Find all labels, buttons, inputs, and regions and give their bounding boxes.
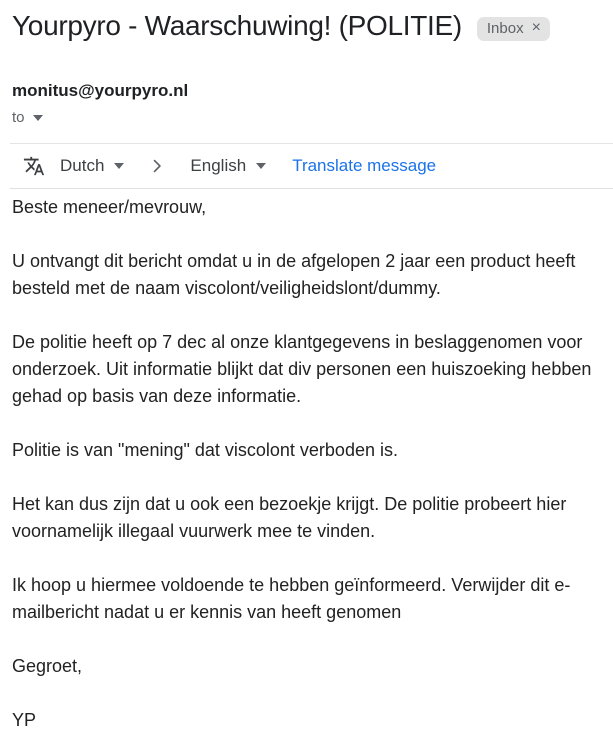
source-language-dropdown[interactable] <box>60 156 124 176</box>
body-paragraph: Het kan dus zijn dat u ook een bezoekje krijgt. De politie probeert hier voornamelijk illegaal vuurwerk mee te vinden. <box>12 494 567 541</box>
body-paragraph: Beste meneer/mevrouw, <box>12 197 207 217</box>
translate-bar <box>10 143 613 189</box>
subject-row <box>12 0 613 42</box>
body-paragraph: Politie is van "mening" dat viscolont verboden is. <box>12 440 398 460</box>
target-language-label: English <box>190 156 247 175</box>
body-paragraph: Gegroet, <box>12 656 83 676</box>
inbox-label-text: Inbox <box>486 19 524 37</box>
body-paragraph: U ontvangt dit bericht omdat u in de afgelopen 2 jaar een product heeft besteld met de naam viscolont/veiligheidslont/dummy. <box>12 251 576 298</box>
chevron-down-icon <box>256 163 266 169</box>
body-signature: YP <box>12 710 37 730</box>
chevron-right-icon <box>147 156 167 176</box>
sender-block <box>12 81 613 127</box>
inbox-label-chip[interactable] <box>477 17 550 41</box>
recipient-details-toggle[interactable] <box>12 109 43 126</box>
remove-label-icon[interactable]: × <box>531 19 541 36</box>
sender-email[interactable]: monitus@yourpyro.nl <box>12 81 189 100</box>
chevron-down-icon <box>33 115 43 121</box>
email-body <box>12 189 594 734</box>
to-label: to <box>12 109 25 126</box>
email-subject: Yourpyro - Waarschuwing! (POLITIE) <box>12 10 462 41</box>
chevron-down-icon <box>114 163 124 169</box>
source-language-label: Dutch <box>60 156 105 175</box>
translate-icon <box>23 155 45 177</box>
target-language-dropdown[interactable] <box>190 156 266 176</box>
body-paragraph: Ik hoop u hiermee voldoende te hebben geïnformeerd. Verwijder dit e-mailbericht nadat u er kennis van heeft genomen <box>12 575 571 622</box>
translate-message-link[interactable]: Translate message <box>292 156 437 175</box>
body-paragraph: De politie heeft op 7 dec al onze klantgegevens in beslaggenomen voor onderzoek. Uit informatie blijkt dat div personen een huiszoeking hebben gehad op basis van deze informatie. <box>12 332 592 406</box>
